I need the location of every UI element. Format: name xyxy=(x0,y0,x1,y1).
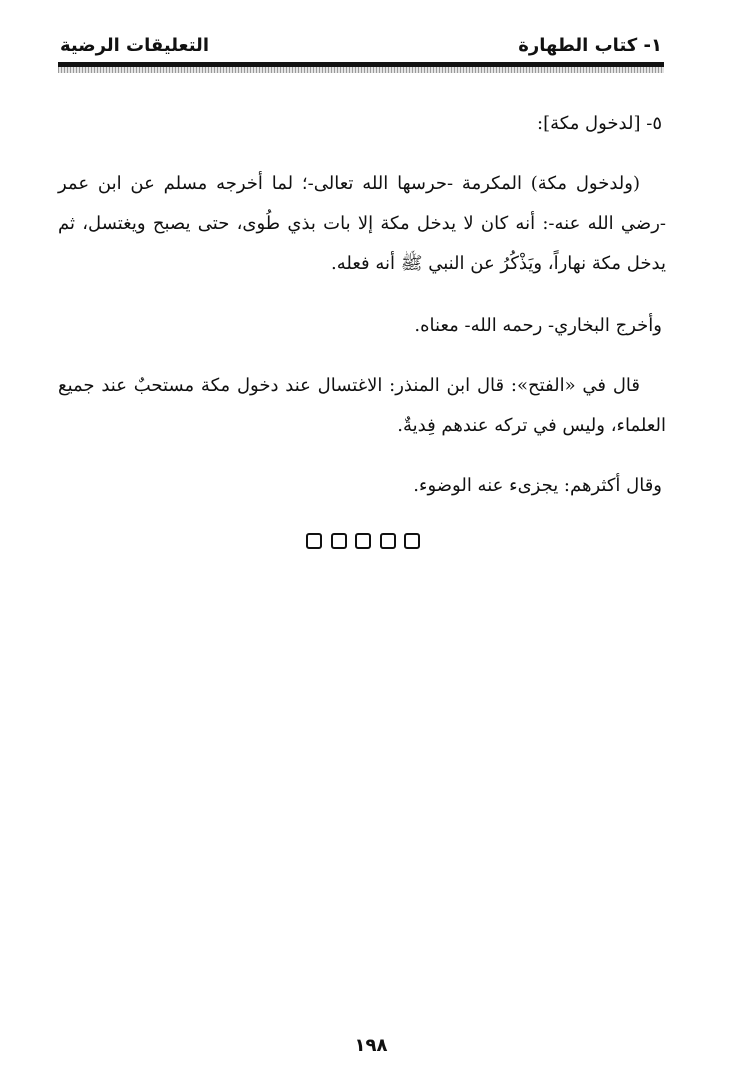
marker-square xyxy=(306,533,322,549)
header-rule-shading xyxy=(58,67,664,73)
bukhari-paragraph: وأخرج البخاري- رحمه الله- معناه. xyxy=(414,315,662,336)
running-header-book-title: التعليقات الرضية xyxy=(60,35,209,56)
fath-quote-paragraph: قال في «الفتح»: قال ابن المنذر: الاغتسال عند دخول مكة مستحبٌ عند جميع العلماء، وليس في تركه عندهم فِديةٌ. xyxy=(58,375,666,436)
hadith-paragraph: (ولدخول مكة) المكرمة -حرسها الله تعالى-؛ لما أخرجه مسلم عن ابن عمر -رضي الله عنه-: أنه كان لا يدخل مكة إلا بات بذي طُوى، حتى يصبح ويغتسل، ثم يدخل مكة نهاراً، ويَذْكُرُ عن النبي ﷺ أنه فعله. xyxy=(58,173,666,274)
page-number: ١٩٨ xyxy=(354,1035,388,1056)
marker-square xyxy=(355,533,371,549)
section-end-marker xyxy=(306,533,420,553)
running-header-chapter: ١- كتاب الطهارة xyxy=(518,35,662,56)
section-heading: ٥- [لدخول مكة]: xyxy=(537,113,662,134)
marker-square xyxy=(380,533,396,549)
marker-square xyxy=(331,533,347,549)
marker-square xyxy=(404,533,420,549)
majority-opinion-paragraph: وقال أكثرهم: يجزىء عنه الوضوء. xyxy=(413,475,662,496)
